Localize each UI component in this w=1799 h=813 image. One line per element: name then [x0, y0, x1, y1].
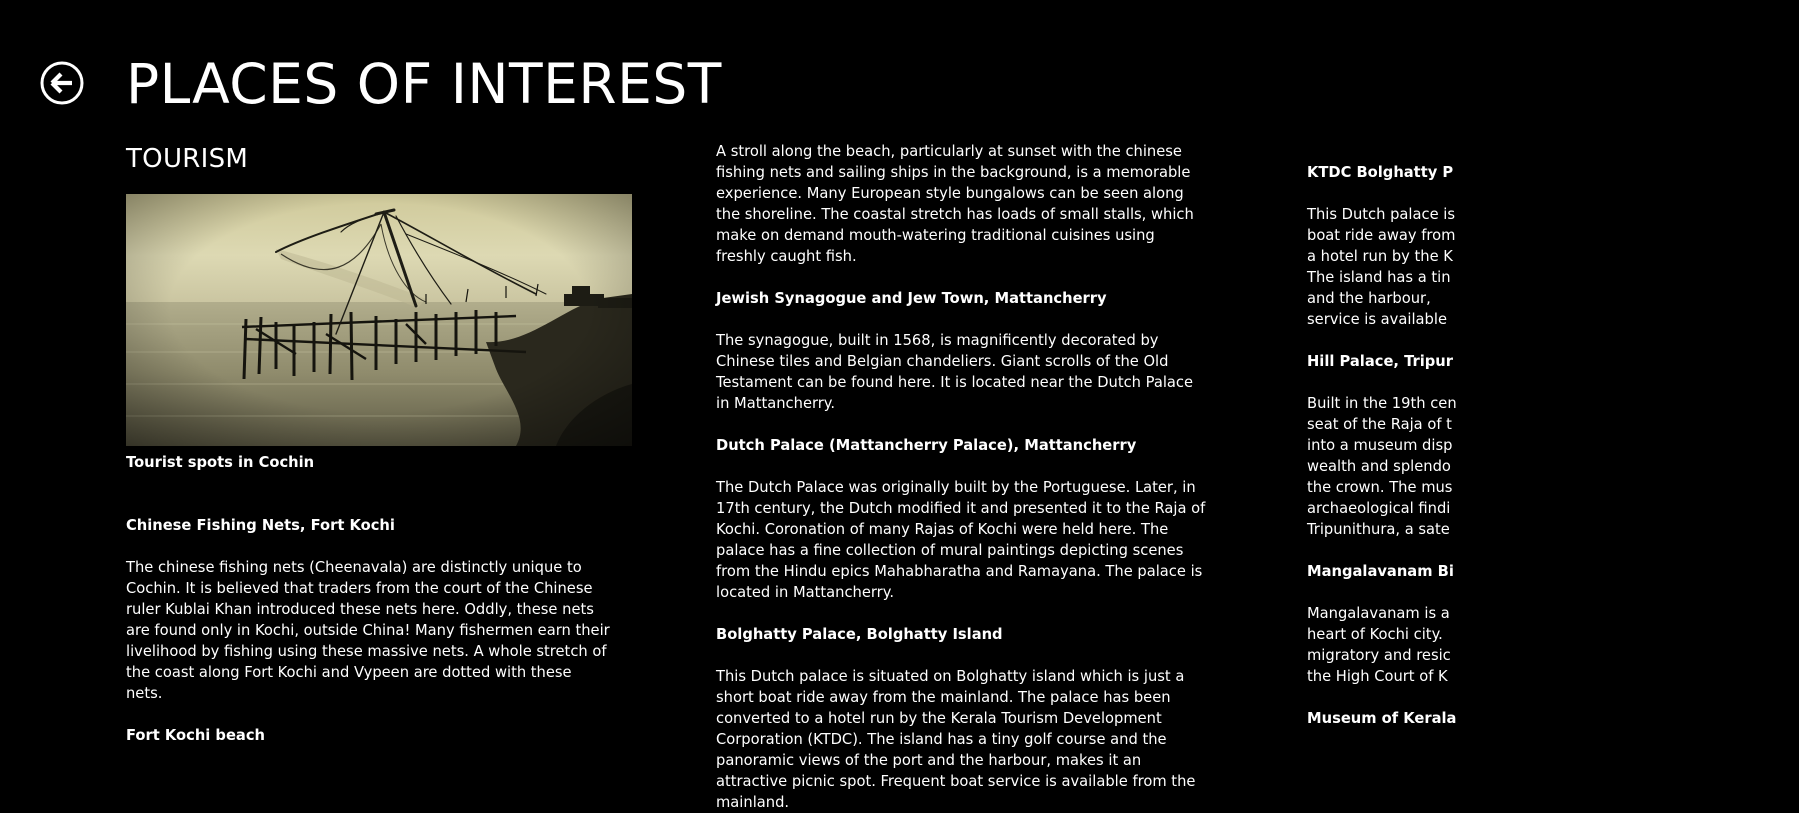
paragraph-dutch-palace: The Dutch Palace was originally built by the Portuguese. Later, in 17th century, the Dutch modified it and presented it to the Raja of Kochi. Coronation of many Rajas of Kochi were held here. The palace has a fine collection of mural paintings depicting scenes from the Hindu epics Mahabharatha and Ramayana. The palace is located in Mattancherry. — [716, 479, 1206, 601]
text-line: Mangalavanam is a — [1307, 605, 1450, 622]
text-line: Built in the 19th cen — [1307, 395, 1457, 412]
paragraph-chinese-fishing-nets: The chinese fishing nets (Cheenavala) are distinctly unique to Cochin. It is believed that traders from the court of the Chinese ruler Kublai Khan introduced these nets here. Oddly, these nets are found only in Kochi, outside China! Many fishermen earn their livelihood by fishing using these massive nets. A whole stretch of the coast along Fort Kochi and Vypeen are dotted with these nets. — [126, 559, 610, 702]
heading-jewish-synagogue: Jewish Synagogue and Jew Town, Mattancherry — [716, 290, 1107, 307]
column-1 — [126, 452, 612, 746]
text-line: and the harbour, — [1307, 290, 1431, 307]
section-title: TOURISM — [126, 144, 249, 174]
text-line: wealth and splendo — [1307, 458, 1451, 475]
heading-bolghatty-palace: Bolghatty Palace, Bolghatty Island — [716, 626, 1003, 643]
paragraph-hill-palace — [1307, 393, 1799, 540]
text-line: migratory and resic — [1307, 647, 1451, 664]
heading-hill-palace: Hill Palace, Tripur — [1307, 353, 1453, 370]
text-line: a hotel run by the K — [1307, 248, 1453, 265]
column-3 — [1307, 162, 1799, 729]
paragraph-mangalavanam — [1307, 603, 1799, 687]
column-2 — [716, 141, 1208, 813]
paragraph-jewish-synagogue: The synagogue, built in 1568, is magnificently decorated by Chinese tiles and Belgian chandeliers. Giant scrolls of the Old Testament can be found here. It is located near the Dutch Palace in Mattancherry. — [716, 332, 1194, 412]
text-line: boat ride away from — [1307, 227, 1456, 244]
text-line: into a museum disp — [1307, 437, 1453, 454]
paragraph-ktdc-bolghatty — [1307, 204, 1799, 330]
page-title: PLACES OF INTEREST — [126, 52, 722, 116]
text-line: the crown. The mus — [1307, 479, 1453, 496]
text-line: heart of Kochi city. — [1307, 626, 1443, 643]
text-line: service is available — [1307, 311, 1447, 328]
heading-dutch-palace: Dutch Palace (Mattancherry Palace), Mattancherry — [716, 437, 1137, 454]
hero-image-fishing-nets — [126, 194, 632, 446]
text-line: This Dutch palace is — [1307, 206, 1456, 223]
back-arrow-icon — [40, 61, 84, 105]
paragraph-fort-kochi-beach: A stroll along the beach, particularly at sunset with the chinese fishing nets and sailing ships in the background, is a memorable experience. Many European style bungalows can be seen along the shoreline. The coastal stretch has loads of small stalls, which make on demand mouth-watering traditional cuisines using freshly caught fish. — [716, 143, 1194, 265]
heading-museum-of-kerala: Museum of Kerala — [1307, 710, 1457, 727]
text-line: seat of the Raja of t — [1307, 416, 1452, 433]
image-caption: Tourist spots in Cochin — [126, 454, 315, 471]
paragraph-bolghatty-palace: This Dutch palace is situated on Bolghatty island which is just a short boat ride away from the mainland. The palace has been converted to a hotel run by the Kerala Tourism Development Corporation (KTDC). The island has a tiny golf course and the panoramic views of the port and the harbour, makes it an attractive picnic spot. Frequent boat service is available from the mainland. — [716, 668, 1196, 811]
text-line: Tripunithura, a sate — [1307, 521, 1450, 538]
text-line: The island has a tin — [1307, 269, 1451, 286]
heading-chinese-fishing-nets: Chinese Fishing Nets, Fort Kochi — [126, 517, 395, 534]
text-line: archaeological findi — [1307, 500, 1451, 517]
back-button[interactable] — [40, 61, 84, 105]
heading-mangalavanam: Mangalavanam Bi — [1307, 563, 1454, 580]
heading-ktdc-bolghatty: KTDC Bolghatty P — [1307, 164, 1454, 181]
text-line: the High Court of K — [1307, 668, 1448, 685]
heading-fort-kochi-beach: Fort Kochi beach — [126, 727, 265, 744]
